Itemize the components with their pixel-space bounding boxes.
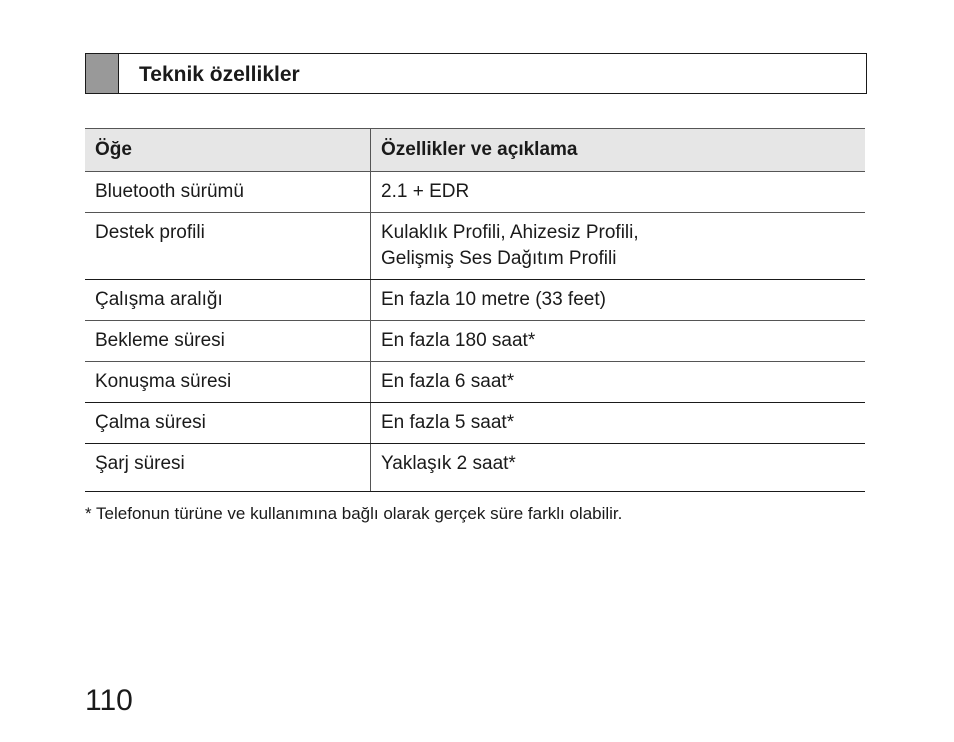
row-description: En fazla 6 saat*	[371, 362, 866, 403]
table-row	[85, 444, 865, 492]
page-number: 110	[85, 684, 133, 717]
row-description: 2.1 + EDR	[371, 172, 866, 213]
row-description: En fazla 10 metre (33 feet)	[371, 280, 866, 321]
row-item: Çalışma aralığı	[85, 280, 371, 321]
table-row	[85, 403, 865, 444]
header-description: Özellikler ve açıklama	[371, 129, 866, 172]
section-header	[85, 53, 867, 94]
footnote: * Telefonun türüne ve kullanımına bağlı olarak gerçek süre farklı olabilir.	[85, 504, 623, 523]
row-item: Çalma süresi	[85, 403, 371, 444]
section-title: Teknik özellikler	[139, 63, 300, 86]
header-item: Öğe	[85, 129, 371, 172]
row-item: Bluetooth sürümü	[85, 172, 371, 213]
table-row	[85, 172, 865, 213]
row-item: Şarj süresi	[85, 444, 371, 492]
table-row	[85, 321, 865, 362]
table-header-row	[85, 129, 865, 172]
row-description: Yaklaşık 2 saat*	[371, 444, 866, 492]
row-description: Kulaklık Profili, Ahizesiz Profili, Gelişmiş Ses Dağıtım Profili	[371, 213, 866, 280]
section-marker	[86, 54, 119, 93]
row-description: En fazla 180 saat*	[371, 321, 866, 362]
row-item: Bekleme süresi	[85, 321, 371, 362]
row-description: En fazla 5 saat*	[371, 403, 866, 444]
table-row	[85, 213, 865, 280]
table-row	[85, 362, 865, 403]
specs-table	[85, 128, 865, 492]
row-item: Destek profili	[85, 213, 371, 280]
row-item: Konuşma süresi	[85, 362, 371, 403]
table-row	[85, 280, 865, 321]
